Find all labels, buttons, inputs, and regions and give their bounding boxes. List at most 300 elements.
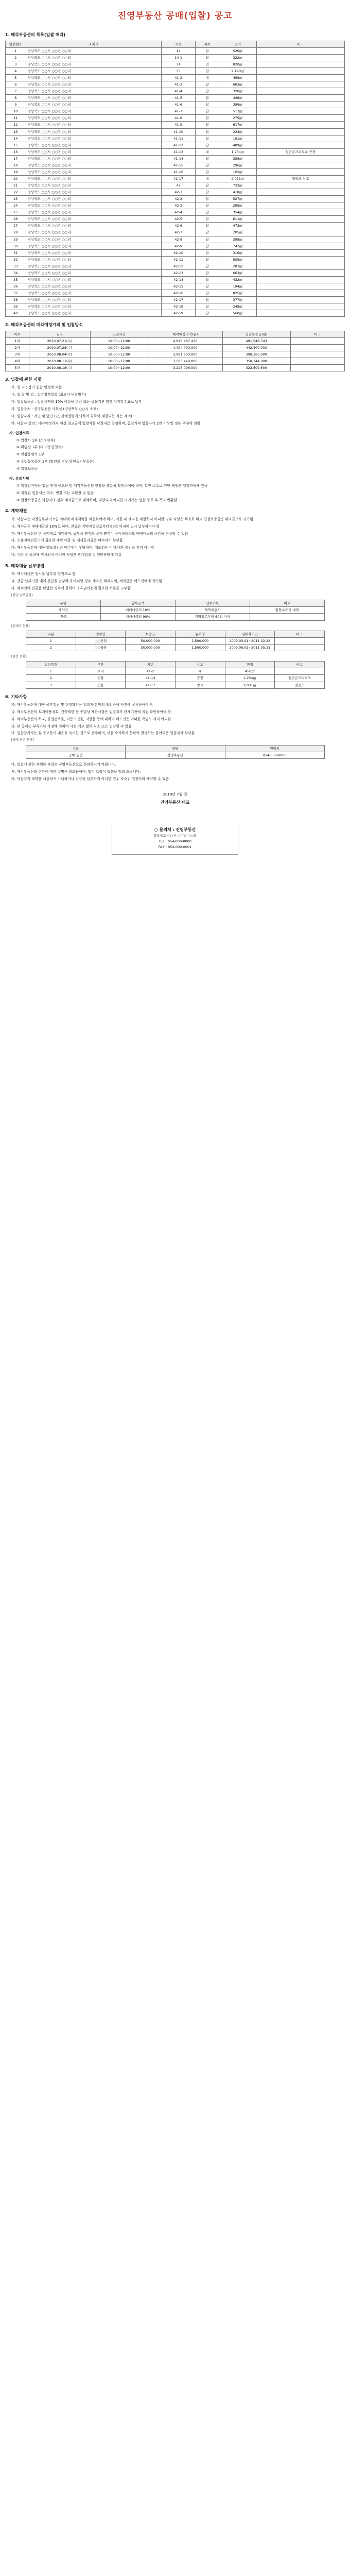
table-cell: [256, 142, 344, 148]
table-cell: 3: [26, 682, 76, 688]
table-cell: 194㎡: [219, 283, 256, 290]
table-cell: 2010.07.21(수): [29, 337, 91, 344]
table-cell: 42-1: [162, 189, 196, 196]
column-header: 임대차기간: [225, 631, 275, 637]
table-cell: 답: [196, 128, 219, 135]
table-cell: [256, 61, 344, 67]
table-cell: 458㎡: [225, 668, 275, 675]
table-cell: 경상북도 ○○시 ○○면 ○○리: [26, 263, 162, 269]
table-cell: 41-8: [162, 115, 196, 122]
table-cell: 611㎡: [219, 216, 256, 223]
table-cell: 14-1: [162, 54, 196, 61]
table-cell: 42-12: [162, 263, 196, 269]
table-cell: 답: [196, 88, 219, 95]
contact-line: 경상북도 ○○시 ○○면 ○○리: [153, 834, 197, 838]
table-cell: 12: [6, 122, 26, 128]
paragraph: 가. 매각부동산에 대한 공부열람 및 현장확인은 입찰자 본인의 책임하에 사전에 실시하여야 함: [11, 702, 153, 707]
table-cell: 432㎡: [219, 276, 256, 283]
table-cell: 대: [196, 148, 219, 155]
table-cell: 2,500,000: [175, 637, 225, 644]
table-cell: 42-19: [162, 310, 196, 317]
table-cell: 13: [6, 128, 26, 135]
column-header: 구분: [26, 745, 126, 752]
table-cell: 35: [6, 276, 26, 283]
item-table-body: [26, 668, 325, 688]
table-row: [6, 115, 345, 122]
table-cell: 41-4: [162, 88, 196, 95]
table-cell: 4,424,000,000: [148, 344, 222, 351]
table-cell: [256, 162, 344, 168]
paragraph: 바. 낙찰자 결정 : 매각예정가격 이상 최고금액 입찰자를 낙찰자로 결정하며, 동일가격 입찰자가 2인 이상일 경우 추첨에 의함: [11, 421, 201, 426]
table-cell: 답: [196, 67, 219, 74]
table-cell: 32: [6, 256, 26, 263]
paragraph: 나. 잔금 납부기한 내에 잔금을 납부하지 아니할 경우 계약은 해제되며, 계약금은 매도인에게 귀속됨: [11, 579, 162, 584]
table-cell: 287㎡: [219, 263, 256, 269]
table-cell: 41-11: [162, 135, 196, 142]
table-cell: 2009.03.01~2011.02.28: [225, 637, 275, 644]
table-cell: 1차: [6, 337, 29, 344]
payment-table: [26, 600, 325, 620]
table-row: [6, 61, 345, 67]
table-cell: 답: [196, 196, 219, 202]
table-cell: 1,254㎡: [219, 148, 256, 155]
lease-table-body: [26, 637, 325, 651]
table-cell: 경상북도 ○○시 ○○면 ○○리: [26, 196, 162, 202]
table-cell: 답: [196, 209, 219, 216]
table-cell: 458㎡: [219, 75, 256, 81]
table-cell: [256, 108, 344, 115]
bid-notes: [5, 483, 345, 503]
lease-table: [26, 631, 325, 651]
table-cell: 526㎡: [219, 47, 256, 54]
item-table-header: [26, 662, 325, 668]
table-cell: 491,548,743: [222, 337, 290, 344]
table-cell: 296㎡: [219, 162, 256, 168]
table-cell: 34: [162, 61, 196, 67]
paragraph: ④ 주민등록등본 1부 (법인의 경우 법인등기부등본): [16, 460, 95, 464]
table-cell: [256, 95, 344, 101]
table-cell: 41-15: [162, 162, 196, 168]
table-cell: 경상북도 ○○시 ○○면 ○○리: [26, 216, 162, 223]
table-row: [6, 175, 345, 182]
table-cell: 527㎡: [219, 196, 256, 202]
table-cell: 248㎡: [219, 303, 256, 310]
table-cell: 경상북도 ○○시 ○○면 ○○리: [26, 47, 162, 54]
table-cell: ○○산업: [76, 637, 126, 644]
table-cell: 41-3: [162, 81, 196, 88]
table-cell: [256, 168, 344, 175]
contact-lines: [118, 833, 232, 850]
table-row: [6, 310, 345, 317]
table-row: [6, 351, 345, 358]
table-row: [6, 243, 345, 249]
table-cell: 경상북도 ○○시 ○○면 ○○리: [26, 88, 162, 95]
table-cell: 경상북도 ○○시 ○○면 ○○리: [26, 243, 162, 249]
table-cell: 대: [196, 75, 219, 81]
paragraph: ③ 입찰보증금은 낙찰자의 경우 계약금으로 대체하며, 낙찰되지 아니한 자에게는 입찰 종료 후 즉시 반환함: [16, 498, 178, 502]
table-cell: 289㎡: [219, 202, 256, 209]
table-cell: 10:00~12:00: [90, 344, 148, 351]
table-cell: 41-2: [126, 668, 176, 675]
table-cell: 41-5: [162, 95, 196, 101]
paragraph: 다. 입찰보증금 : 입찰금액의 10% 이상을 현금 또는 금융기관 발행 자기앞수표로 납부: [11, 400, 142, 404]
table-cell: 경상북도 ○○시 ○○면 ○○리: [26, 67, 162, 74]
paragraph: 나. 입 찰 방 법 : 일반경쟁입찰 (최고가 낙찰방식): [11, 393, 86, 397]
table-cell: 5: [6, 75, 26, 81]
paragraph: ③ 인감증명서 1부: [16, 452, 45, 457]
table-cell: 2,031㎡: [225, 682, 275, 688]
column-header: 비고: [250, 600, 324, 607]
table-cell: 19: [6, 168, 26, 175]
table-cell: 3차: [6, 351, 29, 358]
table-cell: 경상북도 ○○시 ○○면 ○○리: [26, 202, 162, 209]
table-cell: 경상북도 ○○시 ○○면 ○○리: [26, 175, 162, 182]
paragraph: ① 입찰서 1부 (소정양식): [16, 438, 55, 443]
table-cell: 매매대금의 10%: [100, 607, 175, 614]
table-cell: 9: [6, 101, 26, 108]
table-cell: 답: [196, 168, 219, 175]
table-cell: 41-13: [162, 148, 196, 155]
table-cell: 512㎡: [219, 108, 256, 115]
table-cell: [256, 115, 344, 122]
item-table-caption: [물건 현황]: [11, 655, 27, 659]
table-cell: 24: [6, 202, 26, 209]
table-cell: ○○물류: [76, 644, 126, 651]
table-cell: 답: [196, 202, 219, 209]
table-cell: 2010.07.28(수): [29, 344, 91, 351]
table-cell: 20: [6, 175, 26, 182]
table-row: [6, 148, 345, 155]
table-cell: 42-9: [162, 243, 196, 249]
column-header: 임차인: [76, 631, 126, 637]
table-cell: [256, 263, 344, 269]
section3-heading: 3. 입찰에 관한 사항: [5, 377, 42, 382]
table-cell: [290, 358, 344, 364]
table-row: [26, 637, 325, 644]
table-cell: 경상북도 ○○시 ○○면 ○○리: [26, 229, 162, 236]
paragraph: 라. 소유권이전등기에 필요한 제반 비용 및 제세공과금은 매수인이 부담함: [11, 538, 123, 543]
notice-agent: 진영부동산 대표: [160, 800, 190, 805]
table-row: [6, 196, 345, 202]
table-row: [26, 607, 325, 614]
table-cell: [256, 202, 344, 209]
table-cell: [256, 256, 344, 263]
table-cell: 42-16: [162, 290, 196, 297]
table-cell: 경상북도 ○○시 ○○면 ○○리: [26, 115, 162, 122]
column-header: 입찰보증금(원): [222, 331, 290, 337]
table-cell: 34: [6, 269, 26, 276]
table-cell: 경상북도 ○○시 ○○면 ○○리: [26, 142, 162, 148]
table-cell: 42-15: [162, 283, 196, 290]
column-header: 납부금액: [100, 600, 175, 607]
table-row: [6, 54, 345, 61]
table-cell: 답: [196, 236, 219, 243]
table-cell: 경상북도 ○○시 ○○면 ○○리: [26, 54, 162, 61]
table-cell: 경상북도 ○○시 ○○면 ○○리: [26, 148, 162, 155]
payment-paragraphs: [5, 571, 345, 591]
table-cell: 30: [6, 243, 26, 249]
item-table: [26, 661, 325, 688]
table-cell: 42-17: [162, 297, 196, 303]
table-cell: 36: [6, 283, 26, 290]
table-cell: 8: [6, 95, 26, 101]
table-cell: 42-3: [162, 202, 196, 209]
table-cell: 322,509,600: [222, 365, 290, 371]
table-cell: 181㎡: [219, 135, 256, 142]
column-header: 구분: [26, 631, 76, 637]
table-cell: 6: [6, 81, 26, 88]
table-cell: 398㎡: [219, 101, 256, 108]
table-cell: 답: [196, 263, 219, 269]
column-header: 용도: [175, 662, 225, 668]
table-cell: [256, 310, 344, 317]
table-cell: 42-7: [162, 229, 196, 236]
table-cell: 답: [196, 142, 219, 148]
table-cell: 답: [196, 249, 219, 256]
table-cell: 잔금: [26, 614, 101, 620]
table-cell: 답: [196, 95, 219, 101]
table-row: [26, 668, 325, 675]
table-cell: 매매대금의 90%: [100, 614, 175, 620]
table-row: [6, 182, 345, 189]
table-row: [6, 95, 345, 101]
table-cell: 41-9: [162, 122, 196, 128]
table-row: [6, 229, 345, 236]
table-cell: 234㎡: [219, 128, 256, 135]
table-cell: 답: [196, 122, 219, 128]
table-cell: [290, 344, 344, 351]
table-cell: 답: [196, 189, 219, 196]
table-cell: 경상북도 ○○시 ○○면 ○○리: [26, 249, 162, 256]
table-cell: 답: [196, 162, 219, 168]
misc-more-paragraphs: [5, 762, 345, 782]
table-row: [6, 75, 345, 81]
column-header: 구분: [26, 600, 101, 607]
column-header: 면적: [219, 41, 256, 47]
table-cell: 2: [26, 675, 76, 682]
table-cell: 대: [175, 668, 225, 675]
column-header: 비고: [275, 662, 325, 668]
table-cell: 계약체결시: [175, 607, 250, 614]
table-cell: [256, 290, 344, 297]
table-cell: 42-4: [162, 209, 196, 216]
table-cell: 10:00~12:00: [90, 358, 148, 364]
table-cell: 답: [196, 269, 219, 276]
table-cell: 답: [196, 135, 219, 142]
table-cell: 답: [196, 155, 219, 162]
table-cell: [256, 209, 344, 216]
table-cell: 답: [196, 115, 219, 122]
table-cell: 답: [196, 47, 219, 54]
table-cell: 14: [162, 47, 196, 54]
table-cell: 21: [6, 182, 26, 189]
column-header: 일련번호: [26, 662, 76, 668]
table-cell: 409㎡: [219, 142, 256, 148]
table-cell: 388㎡: [219, 155, 256, 162]
payment-table-header: [26, 600, 325, 607]
paragraph: 다. 매수인이 잔금을 완납한 경우에 한하여 소유권이전에 필요한 서류를 교부함: [11, 586, 131, 591]
table-row: [6, 216, 345, 223]
column-header: 면적: [225, 662, 275, 668]
table-cell: [256, 283, 344, 290]
table-cell: 42-2: [162, 196, 196, 202]
contact-line: FAX : 054-000-0001: [158, 845, 192, 850]
table-cell: 39: [6, 303, 26, 310]
lease-table-caption: [임대차 현황]: [11, 624, 30, 628]
inquiry-table-caption: [공매 관련 문의]: [11, 738, 34, 742]
table-cell: 답: [196, 182, 219, 189]
paragraph: 다. 매각부동산은 현 상태대로 매각하며, 공부상 면적과 실제 면적이 상이하더라도 매매대금의 증감을 청구할 수 없음: [11, 531, 188, 536]
table-cell: 답: [196, 81, 219, 88]
table-cell: 15: [6, 142, 26, 148]
table-row: [6, 283, 345, 290]
table-row: [6, 142, 345, 148]
table-row: [6, 81, 345, 88]
table-row: [26, 675, 325, 682]
table-cell: 162㎡: [219, 168, 256, 175]
table-cell: 경상북도 ○○시 ○○면 ○○리: [26, 75, 162, 81]
table-row: [6, 202, 345, 209]
paragraph: 사. 매각부동산의 현황에 대한 설명은 참고용이며, 법적 효력이 없음을 알려 드립니다.: [11, 769, 141, 774]
table-cell: 경상북도 ○○시 ○○면 ○○리: [26, 236, 162, 243]
table-cell: 316㎡: [219, 249, 256, 256]
table-cell: 경상북도 ○○시 ○○면 ○○리: [26, 108, 162, 115]
table-cell: 42-18: [162, 303, 196, 310]
table-cell: [256, 67, 344, 74]
table-cell: 공매 일반: [26, 752, 126, 758]
table-cell: 683㎡: [219, 81, 256, 88]
column-header: 담당: [126, 745, 225, 752]
table-cell: 계약금: [26, 607, 101, 614]
table-cell: [256, 189, 344, 196]
contract-paragraphs: [5, 517, 345, 558]
table-row: [26, 614, 325, 620]
inquiry-table-header: [26, 745, 325, 752]
table-cell: [256, 303, 344, 310]
table-cell: 경상북도 ○○시 ○○면 ○○리: [26, 310, 162, 317]
table-cell: 2010.08.18(수): [29, 365, 91, 371]
table-cell: [256, 216, 344, 223]
table-cell: 3,225,096,000: [148, 365, 222, 371]
table-cell: 1,500,000: [175, 644, 225, 651]
table-cell: 28: [6, 229, 26, 236]
table-cell: [256, 269, 344, 276]
table-cell: 2009.06.01~2011.05.31: [225, 644, 275, 651]
table-row: [6, 168, 345, 175]
table-cell: 철골조: [275, 682, 325, 688]
notice-title: 진영부동산 공매(입찰) 공고: [117, 11, 233, 21]
table-cell: 경상북도 ○○시 ○○면 ○○리: [26, 128, 162, 135]
table-cell: [256, 75, 344, 81]
table-cell: 22: [6, 189, 26, 196]
table-row: [6, 263, 345, 269]
notice-date: 2010년 7월 일: [163, 792, 187, 797]
section5-heading: 5. 매각대금 납부방법: [5, 564, 44, 569]
table-cell: 42-5: [162, 216, 196, 223]
table-cell: 663㎡: [219, 269, 256, 276]
inquiry-table-body: [26, 752, 325, 758]
property-list-header: [6, 41, 345, 47]
table-row: [6, 122, 345, 128]
table-row: [6, 249, 345, 256]
column-header: 지목: [196, 41, 219, 47]
table-cell: 742㎡: [219, 243, 256, 249]
table-cell: 경상북도 ○○시 ○○면 ○○리: [26, 223, 162, 229]
table-row: [6, 344, 345, 351]
table-cell: 3,583,440,000: [148, 358, 222, 364]
table-cell: 398,160,000: [222, 351, 290, 358]
table-cell: 11: [6, 115, 26, 122]
table-cell: 27: [6, 223, 26, 229]
schedule-table: [5, 331, 345, 371]
table-row: [6, 276, 345, 283]
table-cell: 건물: [76, 675, 126, 682]
table-cell: 창고: [175, 682, 225, 688]
table-cell: 18: [6, 162, 26, 168]
column-header: 구분: [76, 662, 126, 668]
table-cell: 4: [6, 67, 26, 74]
table-cell: 경상북도 ○○시 ○○면 ○○리: [26, 189, 162, 196]
table-cell: 답: [196, 283, 219, 290]
table-cell: [256, 101, 344, 108]
table-row: [6, 303, 345, 310]
table-cell: 37: [6, 290, 26, 297]
paragraph: 다. 매각부동산의 하자, 불법건축물, 미등기건물, 지상물 등에 대하여 매도인은 어떠한 책임도 지지 아니함: [11, 717, 171, 721]
table-row: [6, 189, 345, 196]
contact-box: [112, 822, 238, 855]
paragraph: 바. 입찰에 관한 자세한 사항은 진영부동산으로 문의하시기 바랍니다.: [11, 762, 116, 767]
table-cell: 825㎡: [219, 290, 256, 297]
table-cell: 경상북도 ○○시 ○○면 ○○리: [26, 182, 162, 189]
column-header: 비고: [290, 331, 344, 337]
table-cell: 답: [196, 256, 219, 263]
table-row: [6, 67, 345, 74]
paragraph: ② 제출된 입찰서는 취소, 변경 또는 교환할 수 없음: [16, 490, 94, 495]
table-cell: [256, 54, 344, 61]
table-cell: 358,344,000: [222, 358, 290, 364]
misc-paragraphs: [5, 702, 345, 736]
paragraph: 나. 매각부동산의 토지이용계획, 건축제한 등 공법상 제한사항은 입찰자가 관계기관에 직접 확인하여야 함: [11, 709, 171, 714]
table-row: [6, 209, 345, 216]
table-cell: [256, 182, 344, 189]
table-row: [6, 358, 345, 364]
table-cell: 10:00~12:00: [90, 365, 148, 371]
table-cell: 205㎡: [219, 229, 256, 236]
table-row: [6, 236, 345, 243]
paragraph: 나. 계약금은 매매대금의 10%로 하며, 잔금은 계약체결일로부터 60일 이내에 일시 납부하여야 함: [11, 524, 160, 529]
section6-heading: 6. 기타사항: [5, 694, 27, 699]
table-cell: 50,000,000: [126, 637, 176, 644]
table-cell: [256, 88, 344, 95]
table-cell: 820㎡: [219, 61, 256, 67]
column-header: 비고: [275, 631, 325, 637]
table-cell: 42-10: [162, 249, 196, 256]
table-cell: 16: [6, 148, 26, 155]
table-cell: 42-14: [162, 276, 196, 283]
table-cell: 41-16: [162, 168, 196, 175]
bid-docs: [5, 438, 345, 472]
table-cell: 2: [6, 54, 26, 61]
table-row: [6, 108, 345, 115]
table-cell: [256, 135, 344, 142]
table-cell: 41-12: [162, 142, 196, 148]
table-cell: [275, 644, 325, 651]
table-cell: [256, 128, 344, 135]
table-cell: 38: [6, 297, 26, 303]
table-cell: [256, 196, 344, 202]
table-cell: 경상북도 ○○시 ○○면 ○○리: [26, 168, 162, 175]
table-cell: 320㎡: [219, 88, 256, 95]
